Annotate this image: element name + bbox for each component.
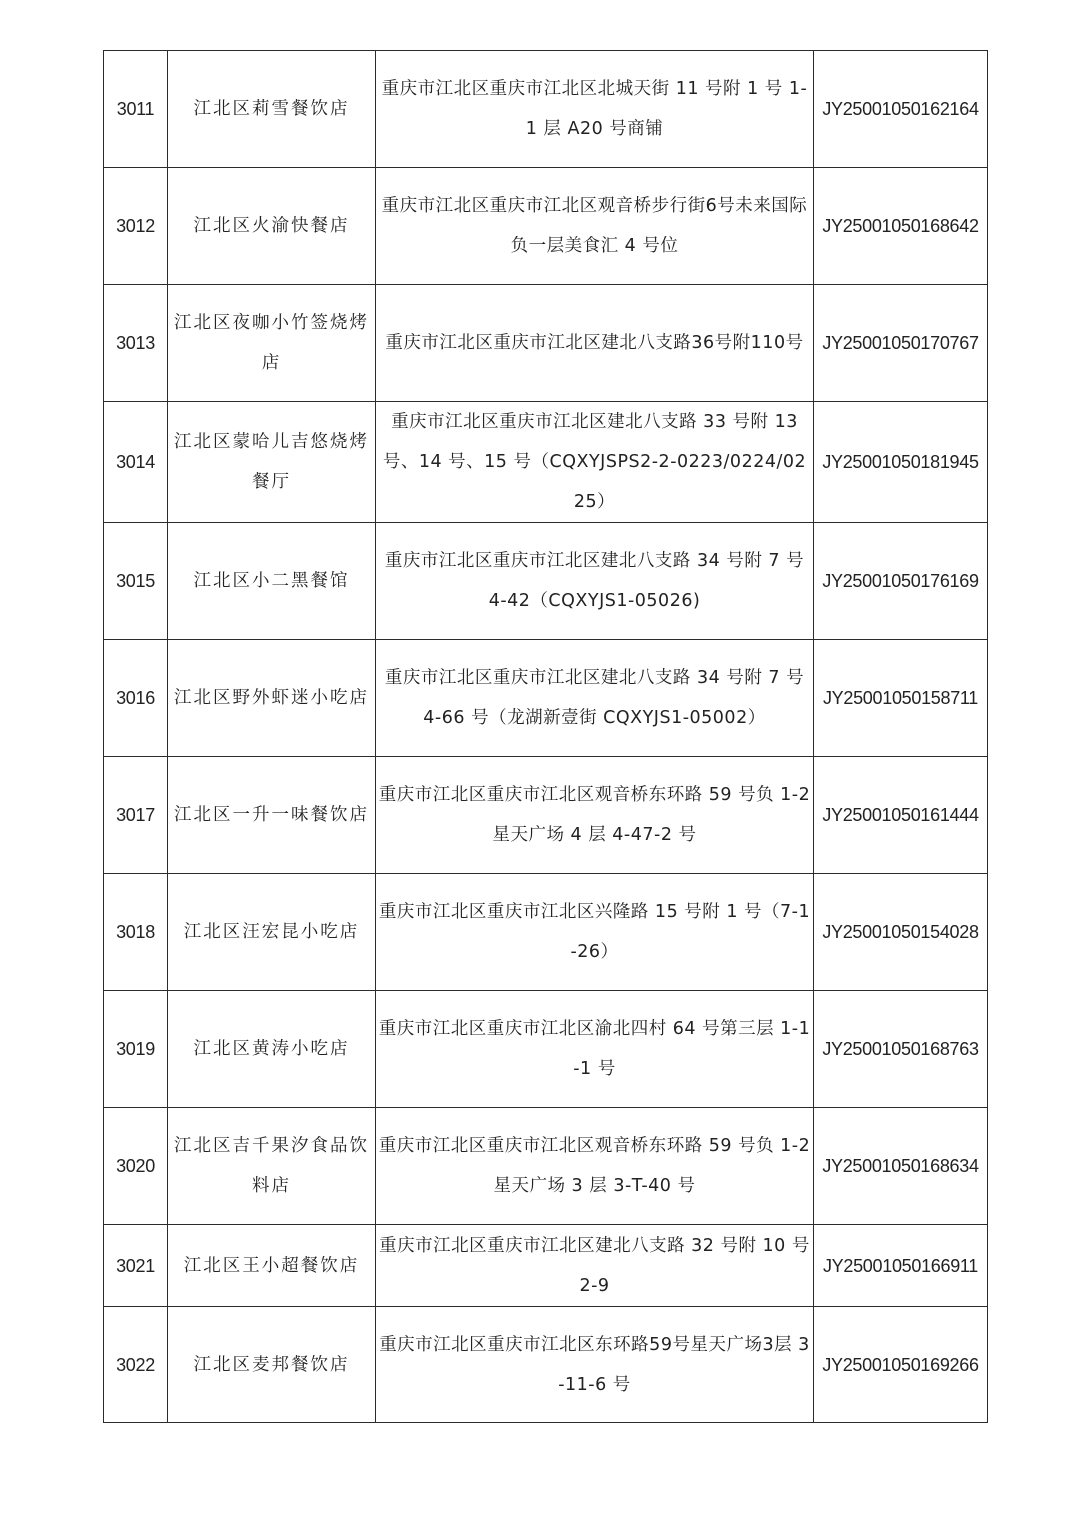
table-row [104,285,988,402]
license-number: JY25001050169266 [814,1307,988,1423]
business-address: 重庆市江北区重庆市江北区建北八支路 33 号附 13 号、14 号、15 号（CQXYJSPS2-2-0223/0224/0225） [376,402,814,523]
license-number: JY25001050176169 [814,523,988,640]
row-number: 3012 [104,168,168,285]
business-address: 重庆市江北区重庆市江北区建北八支路 34 号附 7 号 4-66 号（龙湖新壹街 CQXYJS1-05002） [376,640,814,757]
row-number: 3016 [104,640,168,757]
business-name: 江北区一升一味餐饮店 [168,757,376,874]
business-address: 重庆市江北区重庆市江北区观音桥东环路 59 号负 1-2 星天广场 4 层 4-47-2 号 [376,757,814,874]
row-number: 3018 [104,874,168,991]
row-number: 3017 [104,757,168,874]
table-row [104,51,988,168]
row-number: 3021 [104,1225,168,1307]
business-address: 重庆市江北区重庆市江北区兴隆路 15 号附 1 号（7-1-26） [376,874,814,991]
business-address: 重庆市江北区重庆市江北区建北八支路 32 号附 10 号 2-9 [376,1225,814,1307]
table-row [104,1307,988,1423]
business-name: 江北区小二黑餐馆 [168,523,376,640]
business-name: 江北区吉千果汐食品饮料店 [168,1108,376,1225]
table-row [104,874,988,991]
row-number: 3020 [104,1108,168,1225]
license-number: JY25001050181945 [814,402,988,523]
row-number: 3011 [104,51,168,168]
business-address: 重庆市江北区重庆市江北区北城天街 11 号附 1 号 1-1 层 A20 号商铺 [376,51,814,168]
row-number: 3013 [104,285,168,402]
business-name: 江北区汪宏昆小吃店 [168,874,376,991]
business-address: 重庆市江北区重庆市江北区建北八支路36号附110号 [376,285,814,402]
license-number: JY25001050166911 [814,1225,988,1307]
license-number: JY25001050168763 [814,991,988,1108]
license-number: JY25001050162164 [814,51,988,168]
business-address: 重庆市江北区重庆市江北区东环路59号星天广场3层 3-11-6 号 [376,1307,814,1423]
business-name: 江北区黄涛小吃店 [168,991,376,1108]
business-address: 重庆市江北区重庆市江北区观音桥步行街6号未来国际负一层美食汇 4 号位 [376,168,814,285]
license-number: JY25001050168642 [814,168,988,285]
license-number: JY25001050161444 [814,757,988,874]
row-number: 3015 [104,523,168,640]
business-name: 江北区野外虾迷小吃店 [168,640,376,757]
business-name: 江北区麦邦餐饮店 [168,1307,376,1423]
table-row [104,1108,988,1225]
license-number: JY25001050170767 [814,285,988,402]
business-name: 江北区蒙哈儿吉悠烧烤餐厅 [168,402,376,523]
business-address: 重庆市江北区重庆市江北区观音桥东环路 59 号负 1-2 星天广场 3 层 3-T-40 号 [376,1108,814,1225]
table-row [104,640,988,757]
business-license-table [103,50,988,1423]
row-number: 3019 [104,991,168,1108]
table-row [104,168,988,285]
business-name: 江北区王小超餐饮店 [168,1225,376,1307]
business-address: 重庆市江北区重庆市江北区渝北四村 64 号第三层 1-1-1 号 [376,991,814,1108]
business-name: 江北区火渝快餐店 [168,168,376,285]
license-number: JY25001050168634 [814,1108,988,1225]
document-page [103,50,987,1423]
license-number: JY25001050154028 [814,874,988,991]
table-row [104,523,988,640]
row-number: 3014 [104,402,168,523]
table-row [104,991,988,1108]
table-row [104,757,988,874]
business-name: 江北区夜咖小竹签烧烤店 [168,285,376,402]
row-number: 3022 [104,1307,168,1423]
table-row [104,1225,988,1307]
license-number: JY25001050158711 [814,640,988,757]
business-name: 江北区莉雪餐饮店 [168,51,376,168]
table-row [104,402,988,523]
business-address: 重庆市江北区重庆市江北区建北八支路 34 号附 7 号 4-42（CQXYJS1-05026) [376,523,814,640]
